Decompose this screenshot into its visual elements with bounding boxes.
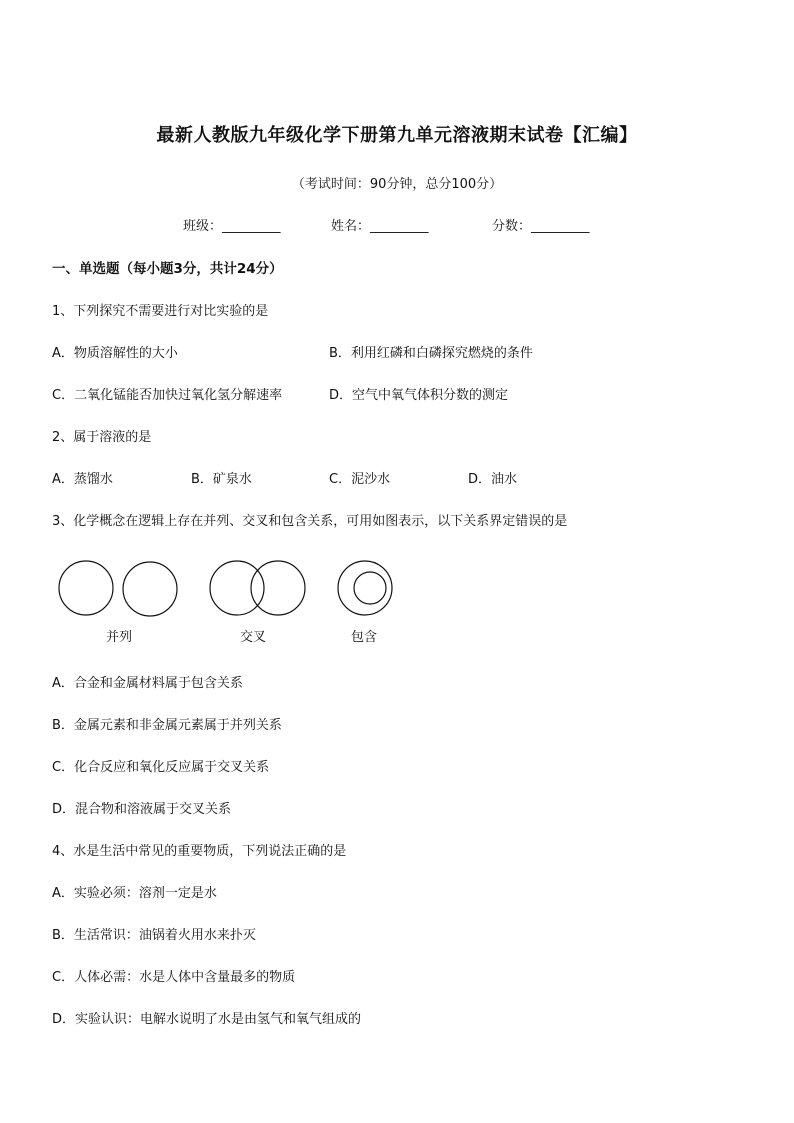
intersect-circles <box>210 561 305 615</box>
relationship-diagram <box>50 555 370 625</box>
exam-duration-note: （考试时间：90分钟，总分100分） <box>291 177 503 192</box>
question-3-option-b: B．金属元素和非金属元素属于并列关系 <box>52 718 282 733</box>
section-heading: 一、单选题（每小题3分，共计24分） <box>52 261 283 277</box>
question-1-option-c: C．二氧化锰能否加快过氧化氢分解速率 <box>52 388 283 403</box>
score-field: 分数：_________ <box>492 219 590 234</box>
parallel-circles <box>59 561 177 616</box>
parallel-circle-right <box>123 562 177 616</box>
question-3-option-a: A．合金和金属材料属于包含关系 <box>52 676 243 691</box>
question-1-option-b: B．利用红磷和白磷探究燃烧的条件 <box>329 346 533 361</box>
question-2-option-d: D．油水 <box>468 472 518 487</box>
question-2-stem: 2、属于溶液的是 <box>52 430 152 445</box>
question-4-option-a: A．实验必须：溶剂一定是水 <box>52 886 217 901</box>
diagram-label-contain: 包含 <box>351 630 378 645</box>
intersect-circle-right <box>251 561 305 615</box>
question-4-option-c: C．人体必需：水是人体中含量最多的物质 <box>52 970 296 985</box>
parallel-circle-left <box>59 561 113 615</box>
question-3-option-c: C．化合反应和氧化反应属于交叉关系 <box>52 760 270 775</box>
question-3-stem: 3、化学概念在逻辑上存在并列、交叉和包含关系，可用如图表示，以下关系界定错误的是 <box>52 514 568 529</box>
question-2-option-b: B．矿泉水 <box>191 472 252 487</box>
contain-diagram <box>334 555 398 621</box>
question-1-option-a: A．物质溶解性的大小 <box>52 346 178 361</box>
question-4-stem: 4、水是生活中常见的重要物质，下列说法正确的是 <box>52 844 347 859</box>
question-4-option-b: B．生活常识：油锅着火用水来扑灭 <box>52 928 256 943</box>
name-field: 姓名：_________ <box>331 219 429 234</box>
contain-outer-circle <box>338 561 392 615</box>
diagram-label-intersect: 交叉 <box>240 630 267 645</box>
question-3-option-d: D．混合物和溶液属于交叉关系 <box>52 802 232 817</box>
class-field: 班级：_________ <box>183 219 281 234</box>
contain-inner-circle <box>354 572 386 604</box>
intersect-circle-left <box>210 561 264 615</box>
question-4-option-d: D．实验认识：电解水说明了水是由氢气和氧气组成的 <box>52 1012 362 1027</box>
question-2-option-a: A．蒸馏水 <box>52 472 113 487</box>
question-1-stem: 1、下列探究不需要进行对比实验的是 <box>52 304 269 319</box>
diagram-label-parallel: 并列 <box>106 630 133 645</box>
page-title: 最新人教版九年级化学下册第九单元溶液期末试卷【汇编】 <box>156 125 638 146</box>
question-2-option-c: C．泥沙水 <box>329 472 391 487</box>
question-1-option-d: D．空气中氧气体积分数的测定 <box>329 388 509 403</box>
